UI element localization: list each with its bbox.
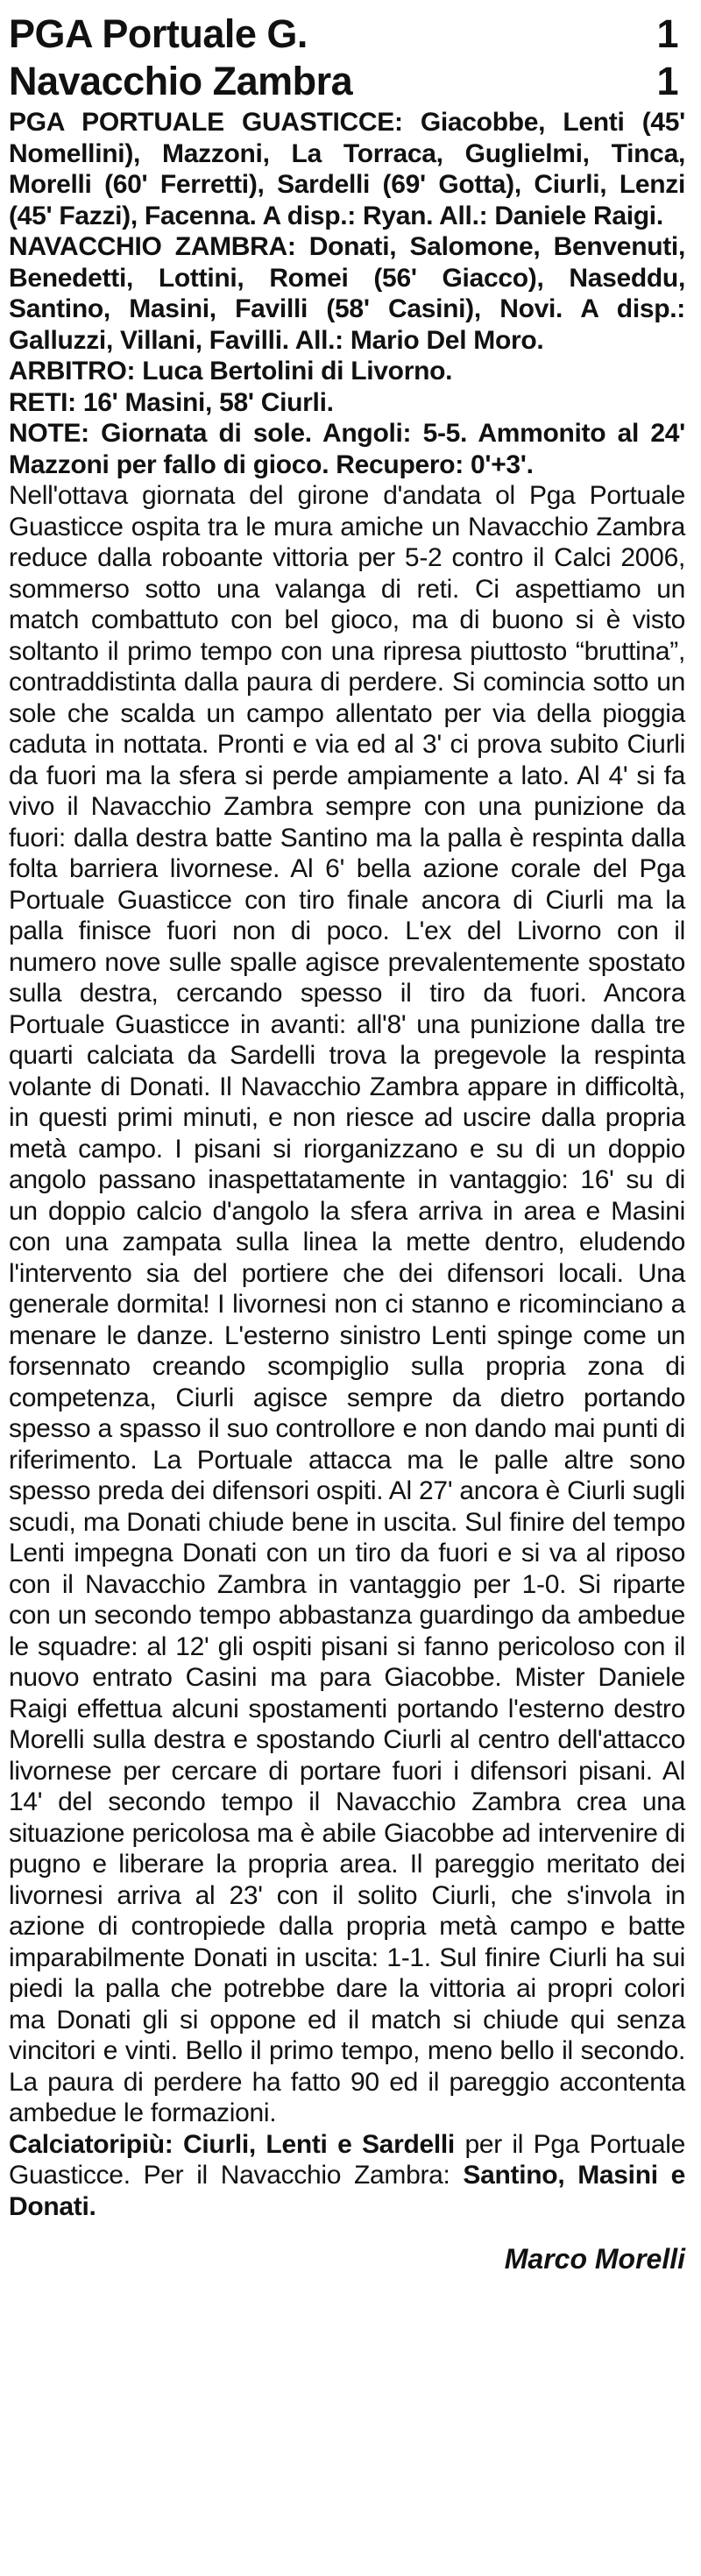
goals-line: RETI: 16' Masini, 58' Ciurli. — [9, 387, 334, 417]
best-players-end: . — [89, 2191, 96, 2221]
best-players-away: Santino, Masini e Donati — [9, 2161, 685, 2221]
article-body: Nell'ottava giornata del girone d'andata ol Pga Portuale Guasticce ospita tra le mura amiche un Navacchio Zambra reduce dalla roboante vittoria per 5-2 contro il Calci 2006, sommerso sotto una valanga di reti. Ci aspettiamo un match combattuto con bel gioco, ma di buono si è visto soltanto il primo tempo con una ripresa piuttosto “bruttina”, contraddistinta dalla paura di perdere. Si comincia sotto un sole che scalda un campo allentato per via della pioggia caduta in nottata. Pronti e via ed al 3' ci prova subito Ciurli da fuori ma la sfera si perde ampiamente a lato. Al 4' si fa vivo il Navacchio Zambra sempre con una punizione da fuori: dalla destra batte Santino ma la palla è respinta dalla folta barriera livornese. Al 6' bella azione corale del Pga Portuale Guasticce con tiro finale ancora di Ciurli ma la palla finisce fuori non di poco. L'ex del Livorno con il numero nove sulle spalle agisce prevalentemente spostato sulla destra, cercando spesso il tiro da fuori. Ancora Portuale Guasticce in avanti: all'8' una punizione dalla tre quarti calciata da Sardelli trova la pregevole la respinta volante di Donati. Il Navacchio Zambra appare in difficoltà, in questi primi minuti, e non riesce ad uscire dalla propria metà campo. I pisani si riorganizzano e su di un doppio angolo passano inaspettatamente in vantaggio: 16' su di un doppio calcio d'angolo la sfera arriva in area e Masini con una zampata sulla linea la mette dentro, eludendo l'intervento sia del portiere che dei difensori locali. Una generale dormita! I livornesi non ci stanno e ricominciano a menare le danze. L'esterno sinistro Lenti spinge come un forsennato creando scompiglio sulla propria zona di competenza, Ciurli agisce sempre da dietro portando spesso a spasso il suo controllore e non dando mai punti di riferimento. La Portuale attacca ma le palle altre sono spesso preda dei difensori ospiti. Al 27' ancora è Ciurli sugli scudi, ma Donati chiude bene in uscita. Sul finire del tempo Lenti impegna Donati con un tiro da fuori e si va al riposo con il Navacchio Zambra in vantaggio per 1-0. Si riparte con un secondo tempo abbastanza guardingo da ambedue le squadre: al 12' gli ospiti pisani si fanno pericoloso con il nuovo entrato Casini ma para Giacobbe. Mister Daniele Raigi effettua alcuni spostamenti portando l'esterno destro Morelli sulla destra e spostando Ciurli al centro dell'attacco livornese per cercare di portare fuori i difensori pisani. Al 14' del secondo tempo il Navacchio Zambra crea una situazione pericolosa ma è abile Giacobbe ad intervenire di pugno e liberare la propria area. Il pareggio meritato dei livornesi arriva al 23' con il solito Ciurli, che s'invola in azione di contropiede dalla propria metà campo e batte imparabilmente Donati in uscita: 1-1. Sul finire Ciurli ha sui piedi la palla che potrebbe dare la vittoria ai propri colori ma Donati gli si oppone ed il match si chiude qui senza vincitori e vinti. Bello il primo tempo, meno bello il secondo. La paura di perdere ha fatto 90 ed il pareggio accontenta ambedue le formazioni. — [9, 481, 685, 2127]
home-score-row — [9, 11, 685, 58]
author-byline: Marco Morelli — [504, 2243, 685, 2275]
home-team-name: PGA Portuale G. — [9, 11, 308, 56]
best-players-label: Calciatoripiù: — [9, 2129, 173, 2159]
notes-line: NOTE: Giornata di sole. Angoli: 5-5. Ammonito al 24' Mazzoni per fallo di gioco. Recupero: 0'+3'. — [9, 419, 685, 479]
away-score-row — [9, 58, 685, 105]
referee-line: ARBITRO: Luca Bertolini di Livorno. — [9, 357, 453, 386]
away-lineup: NAVACCHIO ZAMBRA: Donati, Salomone, Benvenuti, Benedetti, Lottini, Romei (56' Giacco), Naseddu, Santino, Masini, Favilli (58' Casini), Novi. A disp.: Galluzzi, Villani, Favilli. All.: Mario Del Moro. — [9, 232, 685, 355]
home-team-goals: 1 — [656, 11, 678, 56]
away-team-goals: 1 — [656, 59, 678, 103]
best-players-line — [9, 2129, 685, 2223]
away-team-name: Navacchio Zambra — [9, 59, 353, 103]
best-players-home: Ciurli, Lenti e Sardelli — [183, 2129, 455, 2159]
home-lineup: PGA PORTUALE GUASTICCE: Giacobbe, Lenti (45' Nomellini), Mazzoni, La Torraca, Guglielmi, Tinca, Morelli (60' Ferretti), Sardelli (69' Gotta), Ciurli, Lenzi (45' Fazzi), Facenna. A disp.: Ryan. All.: Daniele Raigi. — [9, 108, 685, 230]
best-players-connector: per il Pga Portuale Guasticce. Per il Navacchio Zambra: — [9, 2129, 685, 2190]
